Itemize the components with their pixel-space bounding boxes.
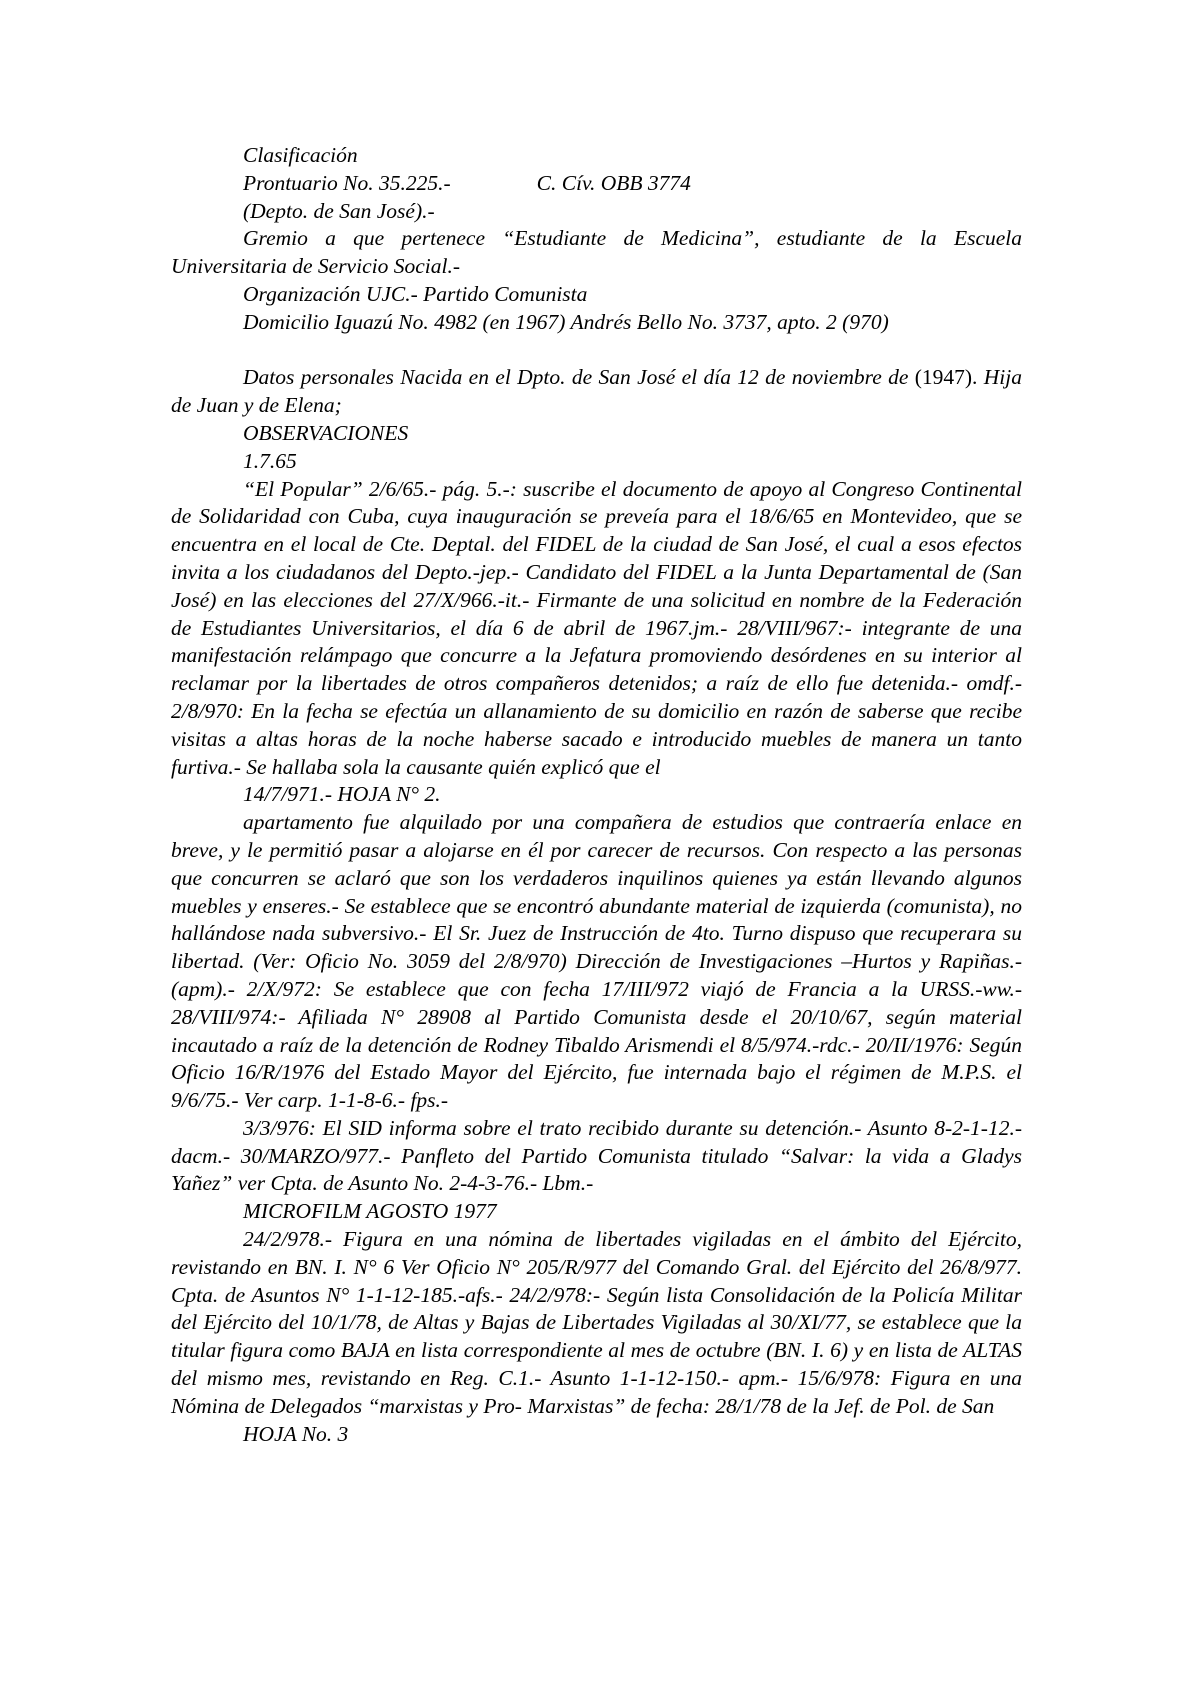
organizacion-line: Organización UJC.- Partido Comunista <box>243 281 588 306</box>
observation-paragraph-2: apartamento fue alquilado por una compañera de estudios que contraería enlace en breve, y le permitió pasar a alojarse en él por carecer de recursos. Con respecto a las personas que concurren se aclaró que son los verdaderos inquilinos quienes ya están llevando algunos muebles y enseres.- Se establece que se encontró abundante material de izquierda (comunista), no hallándose nada subversivo.- El Sr. Juez de Instrucción de 4to. Turno dispuso que recuperara su libertad. (Ver: Oficio No. 3059 del 2/8/970) Dirección de Investigaciones –Hurtos y Rapiñas.- (apm).- 2/X/972: Se establece que con fecha 17/III/972 viajó de Francia a la URSS.-ww.- 28/VIII/974:- Afiliada N° 28908 al Partido Comunista desde el 20/10/67, según material incautado a raíz de la detención de Rodney Tibaldo Arismendi el 8/5/974.-rdc.- 20/II/1976: Según Oficio 16/R/1976 del Estado Mayor del Ejército, fue internada bajo el régimen de M.P.S. el 9/6/75.- Ver carp. 1-1-8-6.- fps.- <box>171 810 1022 1113</box>
department-line: (Depto. de San José).- <box>243 198 435 223</box>
observaciones-heading: OBSERVACIONES <box>243 420 409 445</box>
civic-credential: C. Cív. OBB 3774 <box>536 170 691 195</box>
domicilio-line: Domicilio Iguazú No. 4982 (en 1967) Andrés Bello No. 3737, apto. 2 (970) <box>243 309 889 334</box>
document-body <box>171 142 1022 1448</box>
observation-paragraph-4: 24/2/978.- Figura en una nómina de libertades vigiladas en el ámbito del Ejército, revistando en BN. I. N° 6 Ver Oficio N° 205/R/977 del Comando Gral. del Ejército del 26/8/977. Cpta. de Asuntos N° 1-1-12-185.-afs.- 24/2/978:- Según lista Consolidación de la Policía Militar del Ejército del 10/1/78, de Altas y Bajas de Libertades Vigiladas al 30/XI/77, se establece que la titular figura como BAJA en lista correspondiente al mes de octubre (BN. I. 6) y en lista de ALTAS del mismo mes, revistando en Reg. C.1.- Asunto 1-1-12-150.- apm.- 15/6/978: Figura en una Nómina de Delegados “marxistas y Pro- Marxistas” de fecha: 28/1/78 de la Jef. de Pol. de San <box>171 1227 1022 1418</box>
gremio-paragraph: Gremio a que pertenece “Estudiante de Medicina”, estudiante de la Escuela Universitaria de Servicio Social.- <box>171 226 1022 279</box>
prontuario-line <box>171 170 1022 198</box>
birth-year: (1947). <box>914 365 978 390</box>
prontuario-number: Prontuario No. 35.225.- <box>243 170 451 195</box>
page-marker-hoja-3: HOJA No. 3 <box>243 1421 349 1446</box>
observation-date: 1.7.65 <box>243 448 297 473</box>
clasificacion-heading: Clasificación <box>243 143 358 167</box>
observation-paragraph-3: 3/3/976: El SID informa sobre el trato recibido durante su detención.- Asunto 8-2-1-12.-dacm.- 30/MARZO/977.- Panfleto del Partido Comunista titulado “Salvar: la vida a Gladys Yañez” ver Cpta. de Asunto No. 2-4-3-76.- Lbm.- <box>171 1115 1022 1196</box>
datos-personales-paragraph: Datos personales Nacida en el Dpto. de San José el día 12 de noviembre de (1947). Hija de Juan y de Elena; <box>171 365 1022 418</box>
observation-paragraph-1: “El Popular” 2/6/65.- pág. 5.-: suscribe el documento de apoyo al Congreso Continental de Solidaridad con Cuba, cuya inauguración se preveía para el 18/6/65 en Montevideo, que se encuentra en el local de Cte. Deptal. del FIDEL de la ciudad de San José, el cual a esos efectos invita a los ciudadanos del Depto.-jep.- Candidato del FIDEL a la Junta Departamental de (San José) en las elecciones del 27/X/966.-it.- Firmante de una solicitud en nombre de la Federación de Estudiantes Universitarios, el día 6 de abril de 1967.jm.- 28/VIII/967:- integrante de una manifestación relámpago que concurre a la Jefatura promoviendo desórdenes en su interior al reclamar por la libertades de otros compañeros detenidos; a raíz de ello fue detenida.- omdf.- 2/8/970: En la fecha se efectúa un allanamiento de su domicilio en razón de saberse que recibe visitas a altas horas de la noche haberse sacado e introducido muebles de manera un tanto furtiva.- Se hallaba sola la causante quién explicó que el <box>171 476 1022 779</box>
page-marker-hoja-2: 14/7/971.- HOJA N° 2. <box>243 782 441 807</box>
microfilm-heading: MICROFILM AGOSTO 1977 <box>243 1199 497 1224</box>
